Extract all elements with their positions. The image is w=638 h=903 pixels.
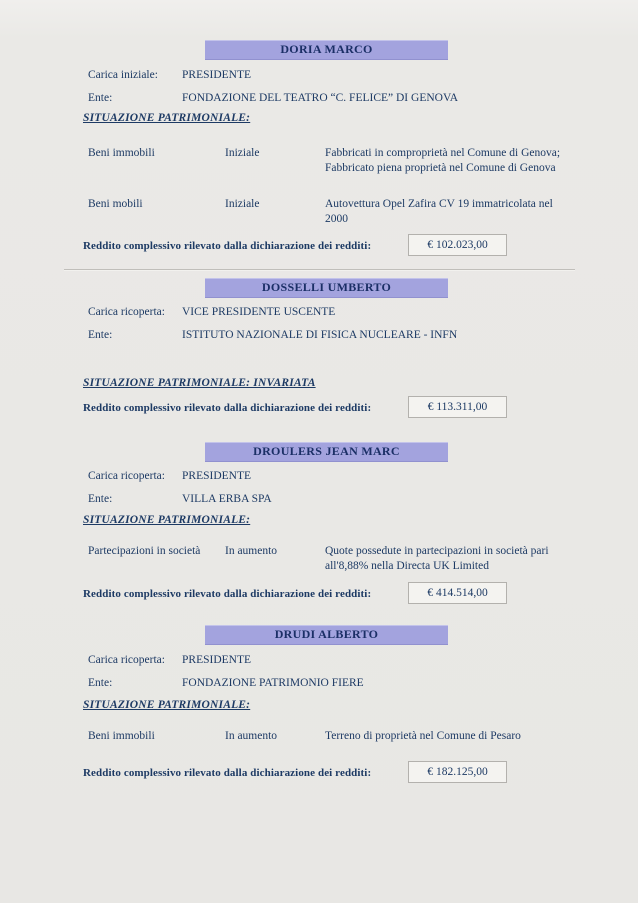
field-row-ente (88, 91, 618, 105)
field-value: FONDAZIONE PATRIMONIO FIERE (182, 677, 364, 689)
income-label: Reddito complessivo rilevato dalla dichiarazione dei redditi: (83, 240, 372, 252)
field-value: VILLA ERBA SPA (182, 493, 272, 505)
asset-category: Beni mobili (88, 198, 143, 210)
field-label: Ente: (88, 329, 113, 341)
asset-category: Beni immobili (88, 147, 155, 159)
person-name-header (205, 278, 448, 298)
field-value: ISTITUTO NAZIONALE DI FISICA NUCLEARE - INFN (182, 329, 458, 341)
situazione-patrimoniale-heading: SITUAZIONE PATRIMONIALE: (83, 699, 251, 711)
field-label: Ente: (88, 493, 113, 505)
situazione-patrimoniale-heading: SITUAZIONE PATRIMONIALE: INVARIATA (83, 377, 316, 389)
person-name: DROULERS JEAN MARC (253, 444, 400, 458)
income-value: € 102.023,00 (427, 239, 488, 251)
person-name: DOSSELLI UMBERTO (261, 280, 392, 294)
declaration-section-doria-marco (0, 40, 638, 270)
field-row-carica (88, 68, 618, 82)
asset-description: Terreno di proprietà nel Comune di Pesaro (325, 730, 521, 742)
field-value: PRESIDENTE (182, 654, 251, 666)
field-value: PRESIDENTE (182, 69, 251, 81)
person-name-header (205, 442, 448, 462)
field-label: Carica iniziale: (88, 69, 158, 81)
asset-variation: Iniziale (225, 147, 260, 159)
income-value: € 113.311,00 (427, 401, 488, 413)
asset-category: Beni immobili (88, 730, 155, 742)
field-label: Carica ricoperta: (88, 470, 165, 482)
asset-variation: Iniziale (225, 198, 260, 210)
field-row-ente (88, 676, 618, 690)
asset-variation: In aumento (225, 545, 278, 557)
asset-description: Autovettura Opel Zafira CV 19 immatricolata nel 2000 (325, 198, 553, 225)
asset-category: Partecipazioni in società (88, 545, 201, 557)
income-amount-box (408, 396, 507, 418)
income-amount-box (408, 761, 507, 783)
page-break-divider (64, 269, 575, 270)
field-row-ente (88, 492, 618, 506)
person-name: DRUDI ALBERTO (274, 627, 379, 641)
income-value: € 182.125,00 (427, 766, 488, 778)
field-value: VICE PRESIDENTE USCENTE (182, 306, 336, 318)
field-value: PRESIDENTE (182, 470, 251, 482)
income-label: Reddito complessivo rilevato dalla dichiarazione dei redditi: (83, 402, 372, 414)
declaration-section-drudi-alberto (0, 625, 638, 795)
person-name-header (205, 625, 448, 645)
income-label: Reddito complessivo rilevato dalla dichiarazione dei redditi: (83, 588, 372, 600)
person-name: DORIA MARCO (280, 42, 373, 56)
field-row-carica (88, 305, 618, 319)
asset-variation: In aumento (225, 730, 278, 742)
field-label: Carica ricoperta: (88, 654, 165, 666)
field-row-carica (88, 469, 618, 483)
declaration-section-droulers-jean-marc (0, 442, 638, 612)
declaration-section-dosselli-umberto (0, 278, 638, 428)
person-name-header (205, 40, 448, 60)
situazione-patrimoniale-heading: SITUAZIONE PATRIMONIALE: (83, 112, 251, 124)
income-label: Reddito complessivo rilevato dalla dichiarazione dei redditi: (83, 767, 372, 779)
field-label: Carica ricoperta: (88, 306, 165, 318)
income-amount-box (408, 582, 507, 604)
field-label: Ente: (88, 92, 113, 104)
income-amount-box (408, 234, 507, 256)
field-row-carica (88, 653, 618, 667)
field-row-ente (88, 328, 618, 342)
income-value: € 414.514,00 (427, 587, 488, 599)
field-value: FONDAZIONE DEL TEATRO “C. FELICE” DI GENOVA (182, 92, 459, 104)
asset-description: Quote possedute in partecipazioni in società pari all'8,88% nella Directa UK Limited (325, 545, 549, 572)
field-label: Ente: (88, 677, 113, 689)
asset-description: Fabbricati in comproprietà nel Comune di Genova; Fabbricato piena proprietà nel Comune di Genova (325, 147, 561, 174)
situazione-patrimoniale-heading: SITUAZIONE PATRIMONIALE: (83, 514, 251, 526)
